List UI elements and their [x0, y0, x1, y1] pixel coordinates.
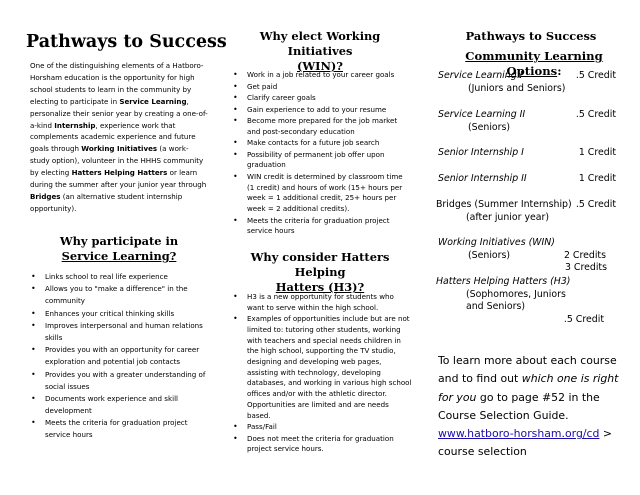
list-item: • Pass/Fail	[228, 422, 412, 433]
course-eligibility: (Juniors and Seniors)	[468, 82, 566, 94]
list-item: • Provides you with an opportunity for career exploration and potential job contacts	[26, 344, 208, 368]
course-credit: .5 Credit	[575, 109, 616, 120]
course-name: Service Learning II	[438, 109, 526, 120]
course-name: Bridges (Summer Internship)	[436, 199, 572, 210]
page-title: Pathways to Success	[26, 32, 227, 52]
course-eligibility: (after junior year)	[466, 211, 550, 223]
intro-text: One of the distinguishing elements of a Hatboro-Horsham education is the opportunity for high school students to learn in the community by electing to participate in	[30, 61, 204, 106]
course-service-learning-2	[438, 109, 616, 134]
intro-text: or learn during the summer after your junior year through	[30, 168, 207, 190]
intro-text: (a work-study option), volunteer in the HHHS community by electing	[30, 144, 204, 178]
options-title: Pathways to Success	[465, 29, 597, 43]
list-item: • Links school to real life experience	[26, 271, 208, 283]
list-item: • Examples of opportunities include but are not limited to: tutoring other students, working with teachers and special needs children in the high school, supporting the TV studio, designing and developing web pages, assisting with technology, developing databases, and working in various high school offices and/or with the athletic director. Opportunities are limited and are needs based.	[228, 314, 412, 421]
list-item: • Documents work experience and skill development	[26, 393, 208, 417]
win-heading	[228, 29, 412, 74]
heading-line: Why consider Hatters Helping	[250, 250, 390, 279]
intro-text: (an alternative student internship opportunity).	[30, 191, 183, 213]
learn-more-paragraph	[438, 352, 630, 462]
list-item: • Allows you to "make a difference" in the community	[26, 283, 208, 307]
list-item: • Provides you with a greater understanding of social issues	[26, 369, 208, 393]
course-credit: .5 Credit	[563, 313, 604, 325]
course-eligibility: (Seniors)	[468, 249, 511, 261]
why-service-learning-heading	[26, 234, 212, 264]
list-item: • Does not meet the criteria for graduation project service hours.	[228, 434, 412, 455]
intro-bold: Hatters Helping Hatters	[71, 168, 168, 178]
link-suffix: > course selection	[438, 427, 613, 459]
list-item: • H3 is a new opportunity for students who want to serve within the high school.	[228, 292, 412, 313]
list-item: • Meets the criteria for graduation project service hours	[228, 216, 412, 237]
h3-list	[228, 292, 412, 456]
list-item: • WIN credit is determined by classroom time (1 credit) and hours of work (15+ hours per week = 1 additional credit, 25+ hours per week = 2 additional credits).	[228, 172, 412, 215]
heading-line: (WIN)?	[297, 59, 343, 73]
win-list	[228, 70, 412, 238]
options-subtitle-colon: :	[557, 64, 562, 78]
list-item: • Get paid	[228, 82, 412, 93]
intro-text: , experience work that complements academic experience and future goals through	[30, 120, 196, 154]
options-subtitle-text: Community Learning Options	[465, 49, 603, 78]
intro-bold: Service Learning	[119, 96, 187, 106]
course-service-learning-1	[438, 70, 616, 95]
intro-bold: Internship	[54, 120, 96, 130]
course-credit: 3 Credits	[564, 262, 607, 274]
course-eligibility: (Sophomores, Juniors and Seniors)	[466, 288, 566, 313]
list-item: • Meets the criteria for graduation project service hours	[26, 417, 208, 441]
course-name: Service Learning I	[438, 70, 523, 81]
list-item: • Gain experience to add to your resume	[228, 105, 412, 116]
list-item: • Improves interpersonal and human relations skills	[26, 320, 208, 344]
course-credit: 1 Credit	[578, 173, 616, 184]
list-item: • Possibility of permanent job offer upon graduation	[228, 150, 412, 171]
intro-bold: Working Initiatives	[81, 144, 158, 154]
course-working-initiatives	[438, 237, 606, 275]
heading-line: Service Learning?	[61, 249, 177, 263]
course-name: Hatters Helping Hatters (H3)	[436, 276, 571, 287]
h3-heading	[228, 250, 412, 295]
heading-line: Hatters (H3)?	[275, 280, 365, 294]
learn-more-text: go to page #52 in the Course Selection Guide.	[438, 390, 600, 422]
course-senior-internship-1	[438, 147, 616, 160]
why-service-learning-list	[26, 271, 208, 442]
heading-line: Why elect Working Initiatives	[259, 29, 381, 58]
course-credit: 2 Credits	[563, 249, 606, 261]
course-h3	[436, 276, 604, 326]
list-item: • Enhances your critical thinking skills	[26, 308, 208, 320]
intro-text: , personalize their senior year by creating a one-of-a-kind	[30, 96, 208, 130]
course-selection-link[interactable]: www.hatboro-horsham.org/cd	[438, 427, 600, 441]
course-credit: .5 Credit	[575, 199, 616, 210]
intro-bold: Bridges	[30, 191, 61, 201]
course-eligibility: (Seniors)	[468, 121, 511, 133]
list-item: • Work in a job related to your career goals	[228, 70, 412, 81]
course-name: Working Initiatives (WIN)	[438, 237, 555, 248]
course-name: Senior Internship I	[438, 147, 524, 158]
course-credit: .5 Credit	[575, 70, 616, 81]
course-credit: 1 Credit	[578, 147, 616, 158]
intro-paragraph	[30, 60, 208, 215]
list-item: • Make contacts for a future job search	[228, 138, 412, 149]
heading-line: Why participate in	[59, 234, 179, 248]
learn-more-italic: which one is right for you	[438, 372, 619, 404]
course-bridges	[436, 199, 616, 224]
course-eligibility-row	[438, 250, 606, 263]
list-item: • Become more prepared for the job market and post-secondary education	[228, 116, 412, 137]
learn-more-text: To learn more about each course and to find out	[438, 354, 617, 386]
course-name: Senior Internship II	[438, 173, 527, 184]
list-item: • Clarify career goals	[228, 93, 412, 104]
course-senior-internship-2	[438, 173, 616, 186]
